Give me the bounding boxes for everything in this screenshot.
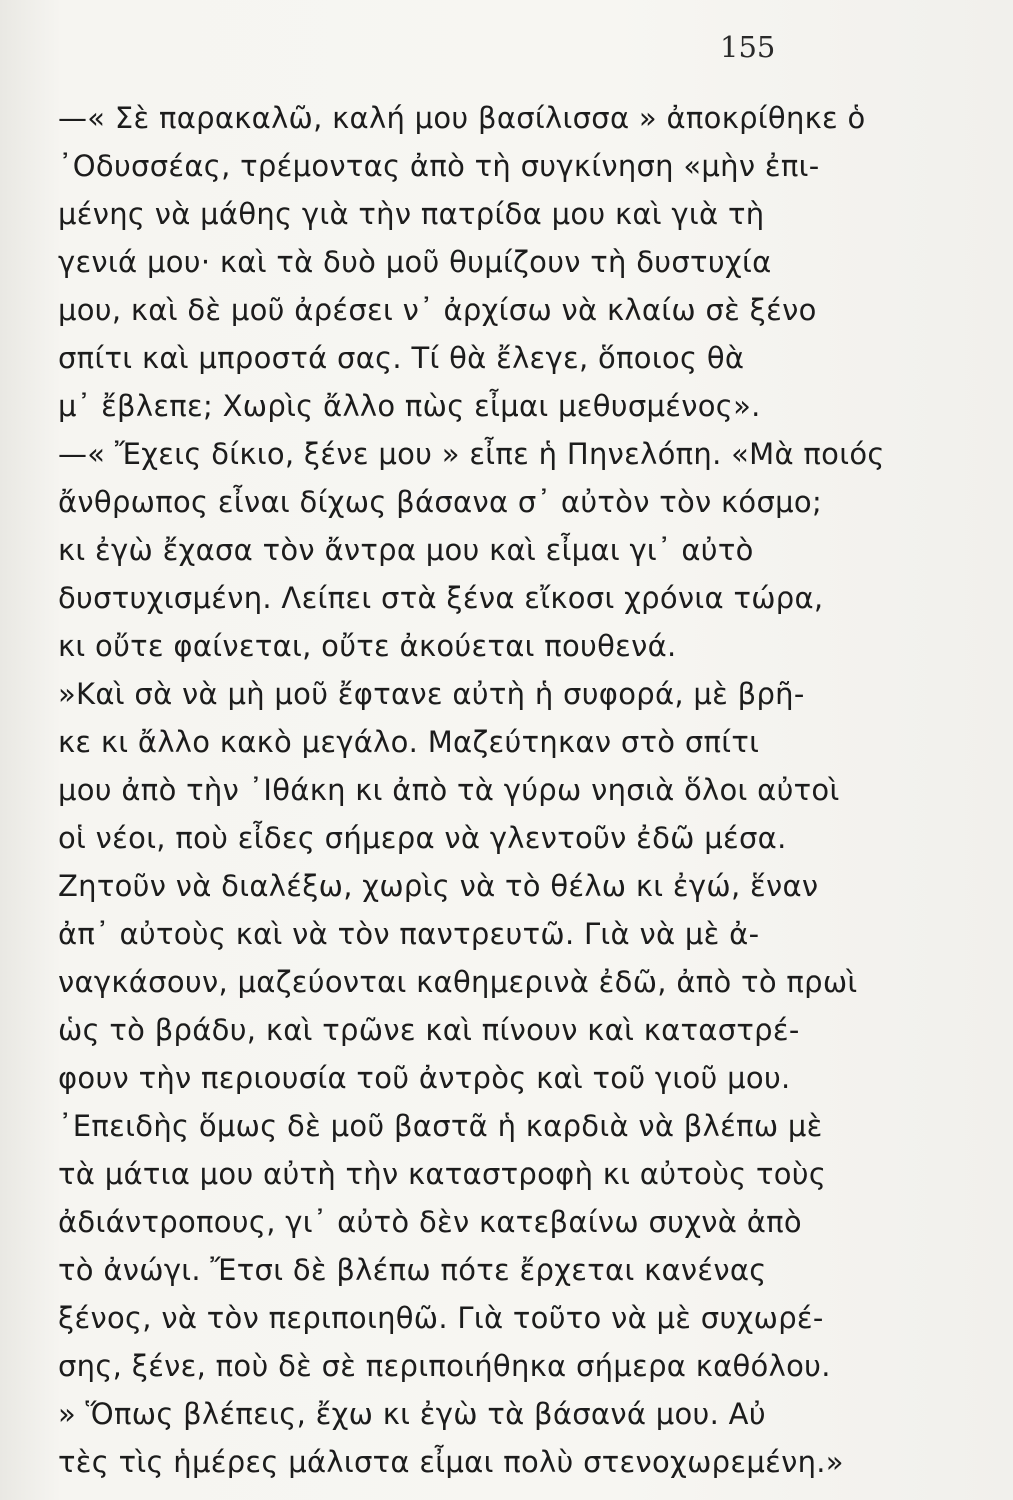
text-line: ᾿Οδυσσέας, τρέμοντας ἀπὸ τὴ συγκίνηση «μὴν ἐπι- [58, 149, 820, 183]
text-line: γενιά μου· καὶ τὰ δυὸ μοῦ θυμίζουν τὴ δυστυχία [58, 245, 772, 279]
text-line: τὲς τὶς ἡμέρες μάλιστα εἶμαι πολὺ στενοχωρεμένη.» [58, 1445, 844, 1479]
text-line: τὰ μάτια μου αὐτὴ τὴν καταστροφὴ κι αὐτοὺς τοὺς [58, 1157, 827, 1191]
text-line: —« Ἔχεις δίκιο, ξένε μου » εἶπε ἡ Πηνελόπη. «Μὰ ποιός [58, 437, 885, 471]
text-line: μένης νὰ μάθης γιὰ τὴν πατρίδα μου καὶ γιὰ τὴ [58, 197, 765, 231]
text-line: κι ἐγὼ ἔχασα τὸν ἄντρα μου καὶ εἶμαι γι᾿ αὐτὸ [58, 533, 754, 567]
text-line: σης, ξένε, ποὺ δὲ σὲ περιποιήθηκα σήμερα καθόλου. [58, 1349, 831, 1383]
text-line: ἀδιάντροπους, γι᾿ αὐτὸ δὲν κατεβαίνω συχνὰ ἀπὸ [58, 1205, 802, 1239]
page-number: 155 [720, 30, 776, 64]
text-line: ὡς τὸ βράδυ, καὶ τρῶνε καὶ πίνουν καὶ καταστρέ- [58, 1013, 800, 1047]
text-line: ξένος, νὰ τὸν περιποιηθῶ. Γιὰ τοῦτο νὰ μὲ συχωρέ- [58, 1301, 824, 1335]
text-line: οἱ νέοι, ποὺ εἶδες σήμερα νὰ γλεντοῦν ἐδῶ μέσα. [58, 821, 787, 855]
text-line: μ᾿ ἔβλεπε; Χωρὶς ἄλλο πὼς εἶμαι μεθυσμένος». [58, 389, 761, 423]
text-line: κι οὔτε φαίνεται, οὔτε ἀκούεται πουθενά. [58, 629, 677, 663]
text-line: κε κι ἄλλο κακὸ μεγάλο. Μαζεύτηκαν στὸ σπίτι [58, 725, 760, 759]
text-line: μου ἀπὸ τὴν ᾿Ιθάκη κι ἀπὸ τὰ γύρω νησιὰ ὅλοι αὐτοὶ [58, 773, 840, 807]
text-line: σπίτι καὶ μπροστά σας. Τί θὰ ἔλεγε, ὅποιος θὰ [58, 341, 745, 375]
text-line: —« Σὲ παρακαλῶ, καλή μου βασίλισσα » ἀποκρίθηκε ὁ [58, 101, 866, 135]
text-line: μου, καὶ δὲ μοῦ ἀρέσει ν᾿ ἀρχίσω νὰ κλαίω σὲ ξένο [58, 293, 817, 327]
text-line: ἄνθρωπος εἶναι δίχως βάσανα σ᾿ αὐτὸν τὸν κόσμο; [58, 485, 823, 519]
text-line: »Καὶ σὰ νὰ μὴ μοῦ ἔφτανε αὐτὴ ἡ συφορά, μὲ βρῆ- [58, 677, 805, 711]
text-line: ναγκάσουν, μαζεύονται καθημερινὰ ἐδῶ, ἀπὸ τὸ πρωὶ [58, 965, 858, 999]
text-line: δυστυχισμένη. Λείπει στὰ ξένα εἴκοσι χρόνια τώρα, [58, 581, 824, 615]
text-line: » Ὅπως βλέπεις, ἔχω κι ἐγὼ τὰ βάσανά μου. Αὐ [58, 1397, 766, 1431]
text-line: ᾿Επειδὴς ὅμως δὲ μοῦ βαστᾶ ἡ καρδιὰ νὰ βλέπω μὲ [58, 1109, 823, 1143]
page-text [58, 94, 885, 1486]
text-line: Ζητοῦν νὰ διαλέξω, χωρὶς νὰ τὸ θέλω κι ἐγώ, ἕναν [58, 869, 819, 903]
text-line: φουν τὴν περιουσία τοῦ ἀντρὸς καὶ τοῦ γιοῦ μου. [58, 1061, 791, 1095]
text-line: ἀπ᾿ αὐτοὺς καὶ νὰ τὸν παντρευτῶ. Γιὰ νὰ μὲ ἀ- [58, 917, 760, 951]
text-line: τὸ ἀνώγι. Ἔτσι δὲ βλέπω πότε ἔρχεται κανένας [58, 1253, 767, 1287]
